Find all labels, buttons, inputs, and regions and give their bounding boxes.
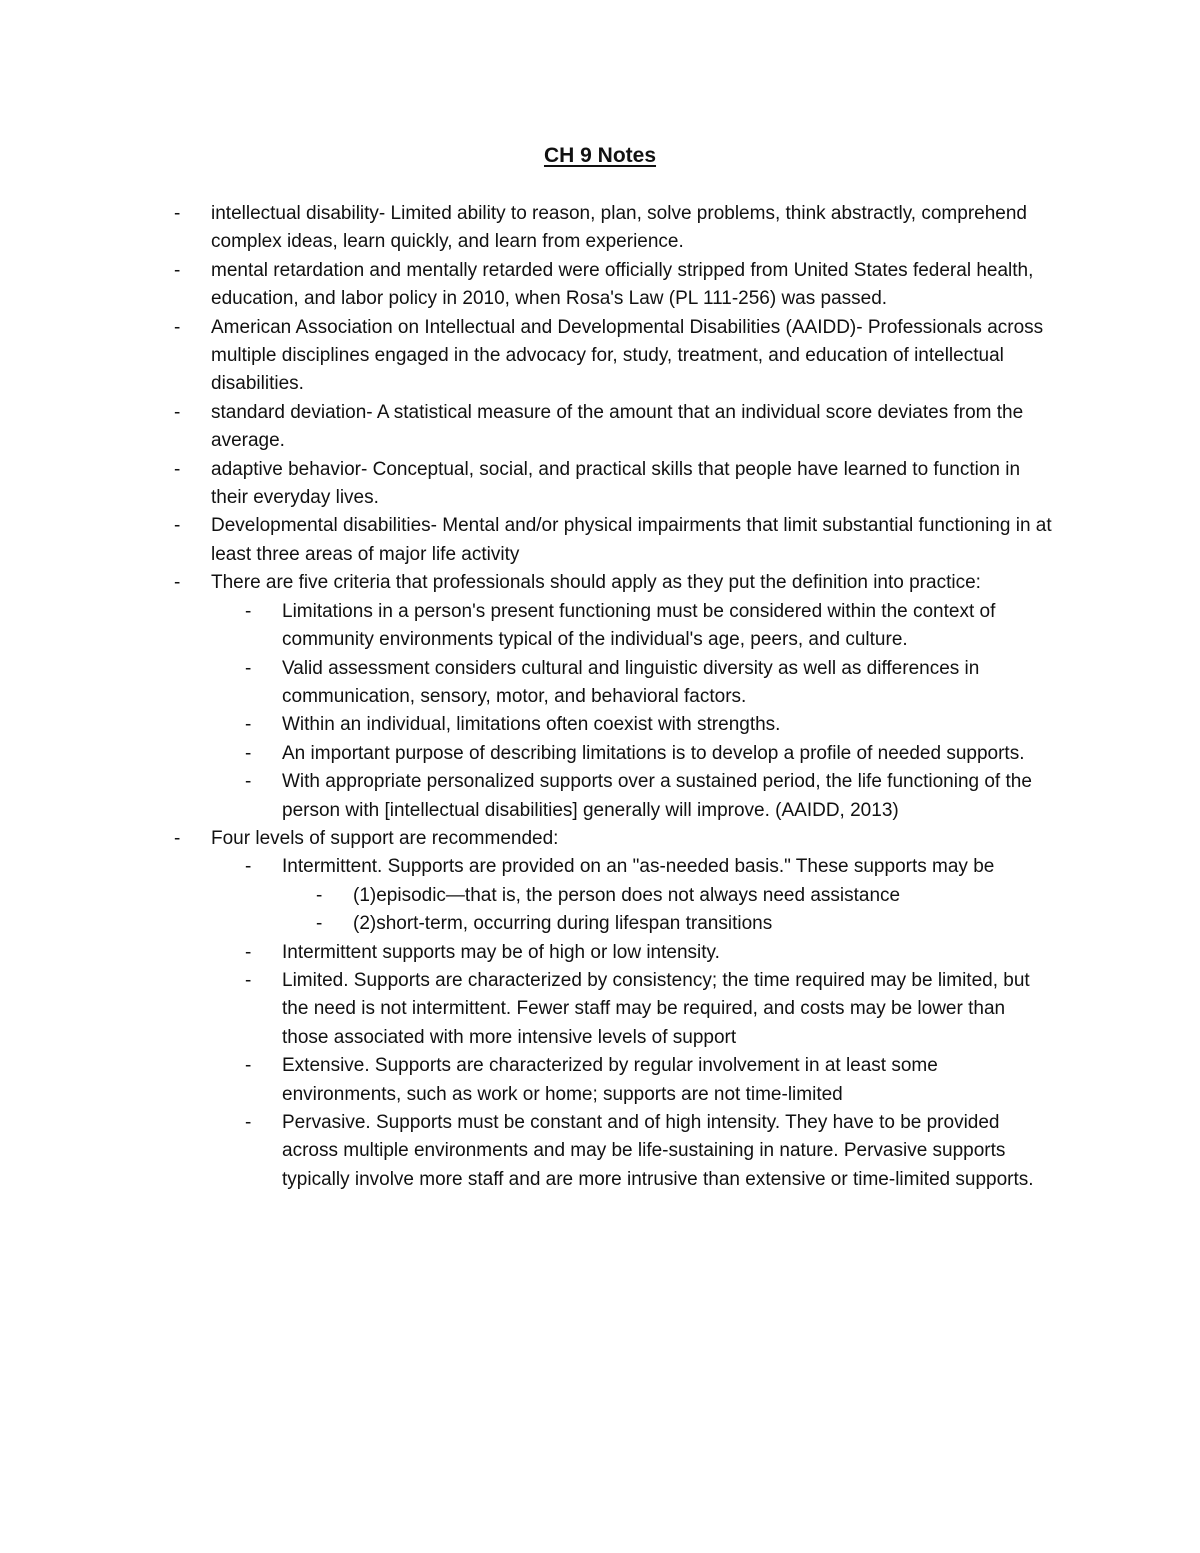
sub-sub-list-item — [0, 882, 1056, 910]
bullet-dash: - — [174, 203, 181, 224]
bullet-dash: - — [245, 600, 252, 622]
list-item-text: There are five criteria that professionals should apply as they put the definition into practice: — [211, 572, 981, 594]
bullet-dash: - — [245, 969, 252, 991]
bullet-dash: - — [174, 458, 181, 480]
sub-list-item — [0, 967, 1056, 1052]
sub-list-item — [0, 1052, 1056, 1109]
bullet-dash: - — [174, 827, 181, 849]
list-item-text: Developmental disabilities- Mental and/or physical impairments that limit substantial functioning in at least three areas of major life activity — [211, 515, 1052, 565]
list-item-text: Intermittent supports may be of high or low intensity. — [282, 941, 720, 963]
list-item-text: Valid assessment considers cultural and linguistic diversity as well as differences in communication, sensory, motor, and behavioral factors. — [282, 657, 980, 707]
list-item — [0, 257, 1056, 314]
list-item-text: Intermittent. Supports are provided on an "as-needed basis." These supports may be — [282, 856, 995, 878]
bullet-dash: - — [174, 401, 181, 423]
list-item-text: Four levels of support are recommended: — [211, 827, 559, 849]
bullet-dash: - — [174, 515, 181, 537]
bullet-dash: - — [316, 913, 323, 935]
bullet-dash: - — [245, 856, 252, 878]
list-item-text: American Association on Intellectual and Developmental Disabilities (AAIDD)- Professionals across multiple disciplines engaged in the advocacy for, study, treatment, and education of intellectual disabilities. — [211, 316, 1044, 395]
bullet-dash: - — [174, 572, 181, 594]
bullet-dash: - — [245, 657, 252, 679]
sub-list-item — [0, 655, 1056, 712]
list-item-text: With appropriate personalized supports over a sustained period, the life functioning of the person with [intellectual disabilities] generally will improve. (AAIDD, 2013) — [282, 771, 1032, 821]
bullet-dash: - — [245, 771, 252, 793]
bullet-dash: - — [174, 316, 181, 338]
list-item-text: standard deviation- A statistical measure of the amount that an individual score deviates from the average. — [211, 401, 1024, 452]
list-item-text: (1)episodic—that is, the person does not always need assistance — [353, 884, 901, 906]
sub-sub-list-item — [0, 910, 1056, 938]
bullet-dash: - — [245, 714, 252, 736]
list-item-text: (2)short-term, occurring during lifespan transitions — [353, 913, 773, 935]
sub-list-item — [0, 711, 1056, 739]
list-item-text: adaptive behavior- Conceptual, social, and practical skills that people have learned to function in their everyday lives. — [211, 458, 1021, 509]
list-item-text: Extensive. Supports are characterized by regular involvement in at least some environments, such as work or home; supports are not time-limited — [282, 1055, 938, 1105]
list-item-text: Pervasive. Supports must be constant and of high intensity. They have to be provided across multiple environments and may be life-sustaining in nature. Pervasive supports typically involve more staff and are more intrusive than extensive or time-limited supports. — [282, 1112, 1034, 1190]
bullet-dash: - — [245, 941, 252, 963]
list-item — [0, 512, 1056, 569]
list-item — [0, 456, 1056, 513]
page-title: CH 9 Notes — [543, 144, 657, 167]
list-item-text: Within an individual, limitations often coexist with strengths. — [282, 714, 781, 736]
sub-list-item — [0, 853, 1056, 881]
sub-list-item — [0, 768, 1056, 825]
sub-list-item — [0, 740, 1056, 768]
bullet-dash: - — [174, 259, 181, 281]
list-item-text: intellectual disability- Limited ability to reason, plan, solve problems, think abstractly, comprehend complex ideas, learn quickly, and learn from experience. — [211, 203, 1027, 253]
sub-list-item — [0, 939, 1056, 967]
bullet-dash: - — [245, 1055, 252, 1077]
list-item — [0, 825, 1056, 853]
list-item-text: An important purpose of describing limitations is to develop a profile of needed supports. — [282, 742, 1025, 764]
bullet-dash: - — [316, 884, 323, 906]
list-item — [0, 314, 1056, 399]
bullet-dash: - — [245, 742, 252, 764]
list-item — [0, 399, 1056, 456]
bullet-dash: - — [245, 1112, 252, 1133]
list-item-text: Limited. Supports are characterized by consistency; the time required may be limited, but the need is not intermittent. Fewer staff may be required, and costs may be lower than those associated with more intensive levels of support — [282, 969, 1030, 1048]
list-item — [0, 200, 1056, 257]
list-item-text: Limitations in a person's present functioning must be considered within the context of community environments typical of the individual's age, peers, and culture. — [282, 600, 996, 651]
notes-list — [0, 200, 1200, 1194]
sub-list-item — [0, 1109, 1056, 1194]
sub-list-item — [0, 598, 1056, 655]
list-item — [0, 569, 1056, 597]
list-item-text: mental retardation and mentally retarded were officially stripped from United States federal health, education, and labor policy in 2010, when Rosa's Law (PL 111-256) was passed. — [211, 259, 1034, 310]
